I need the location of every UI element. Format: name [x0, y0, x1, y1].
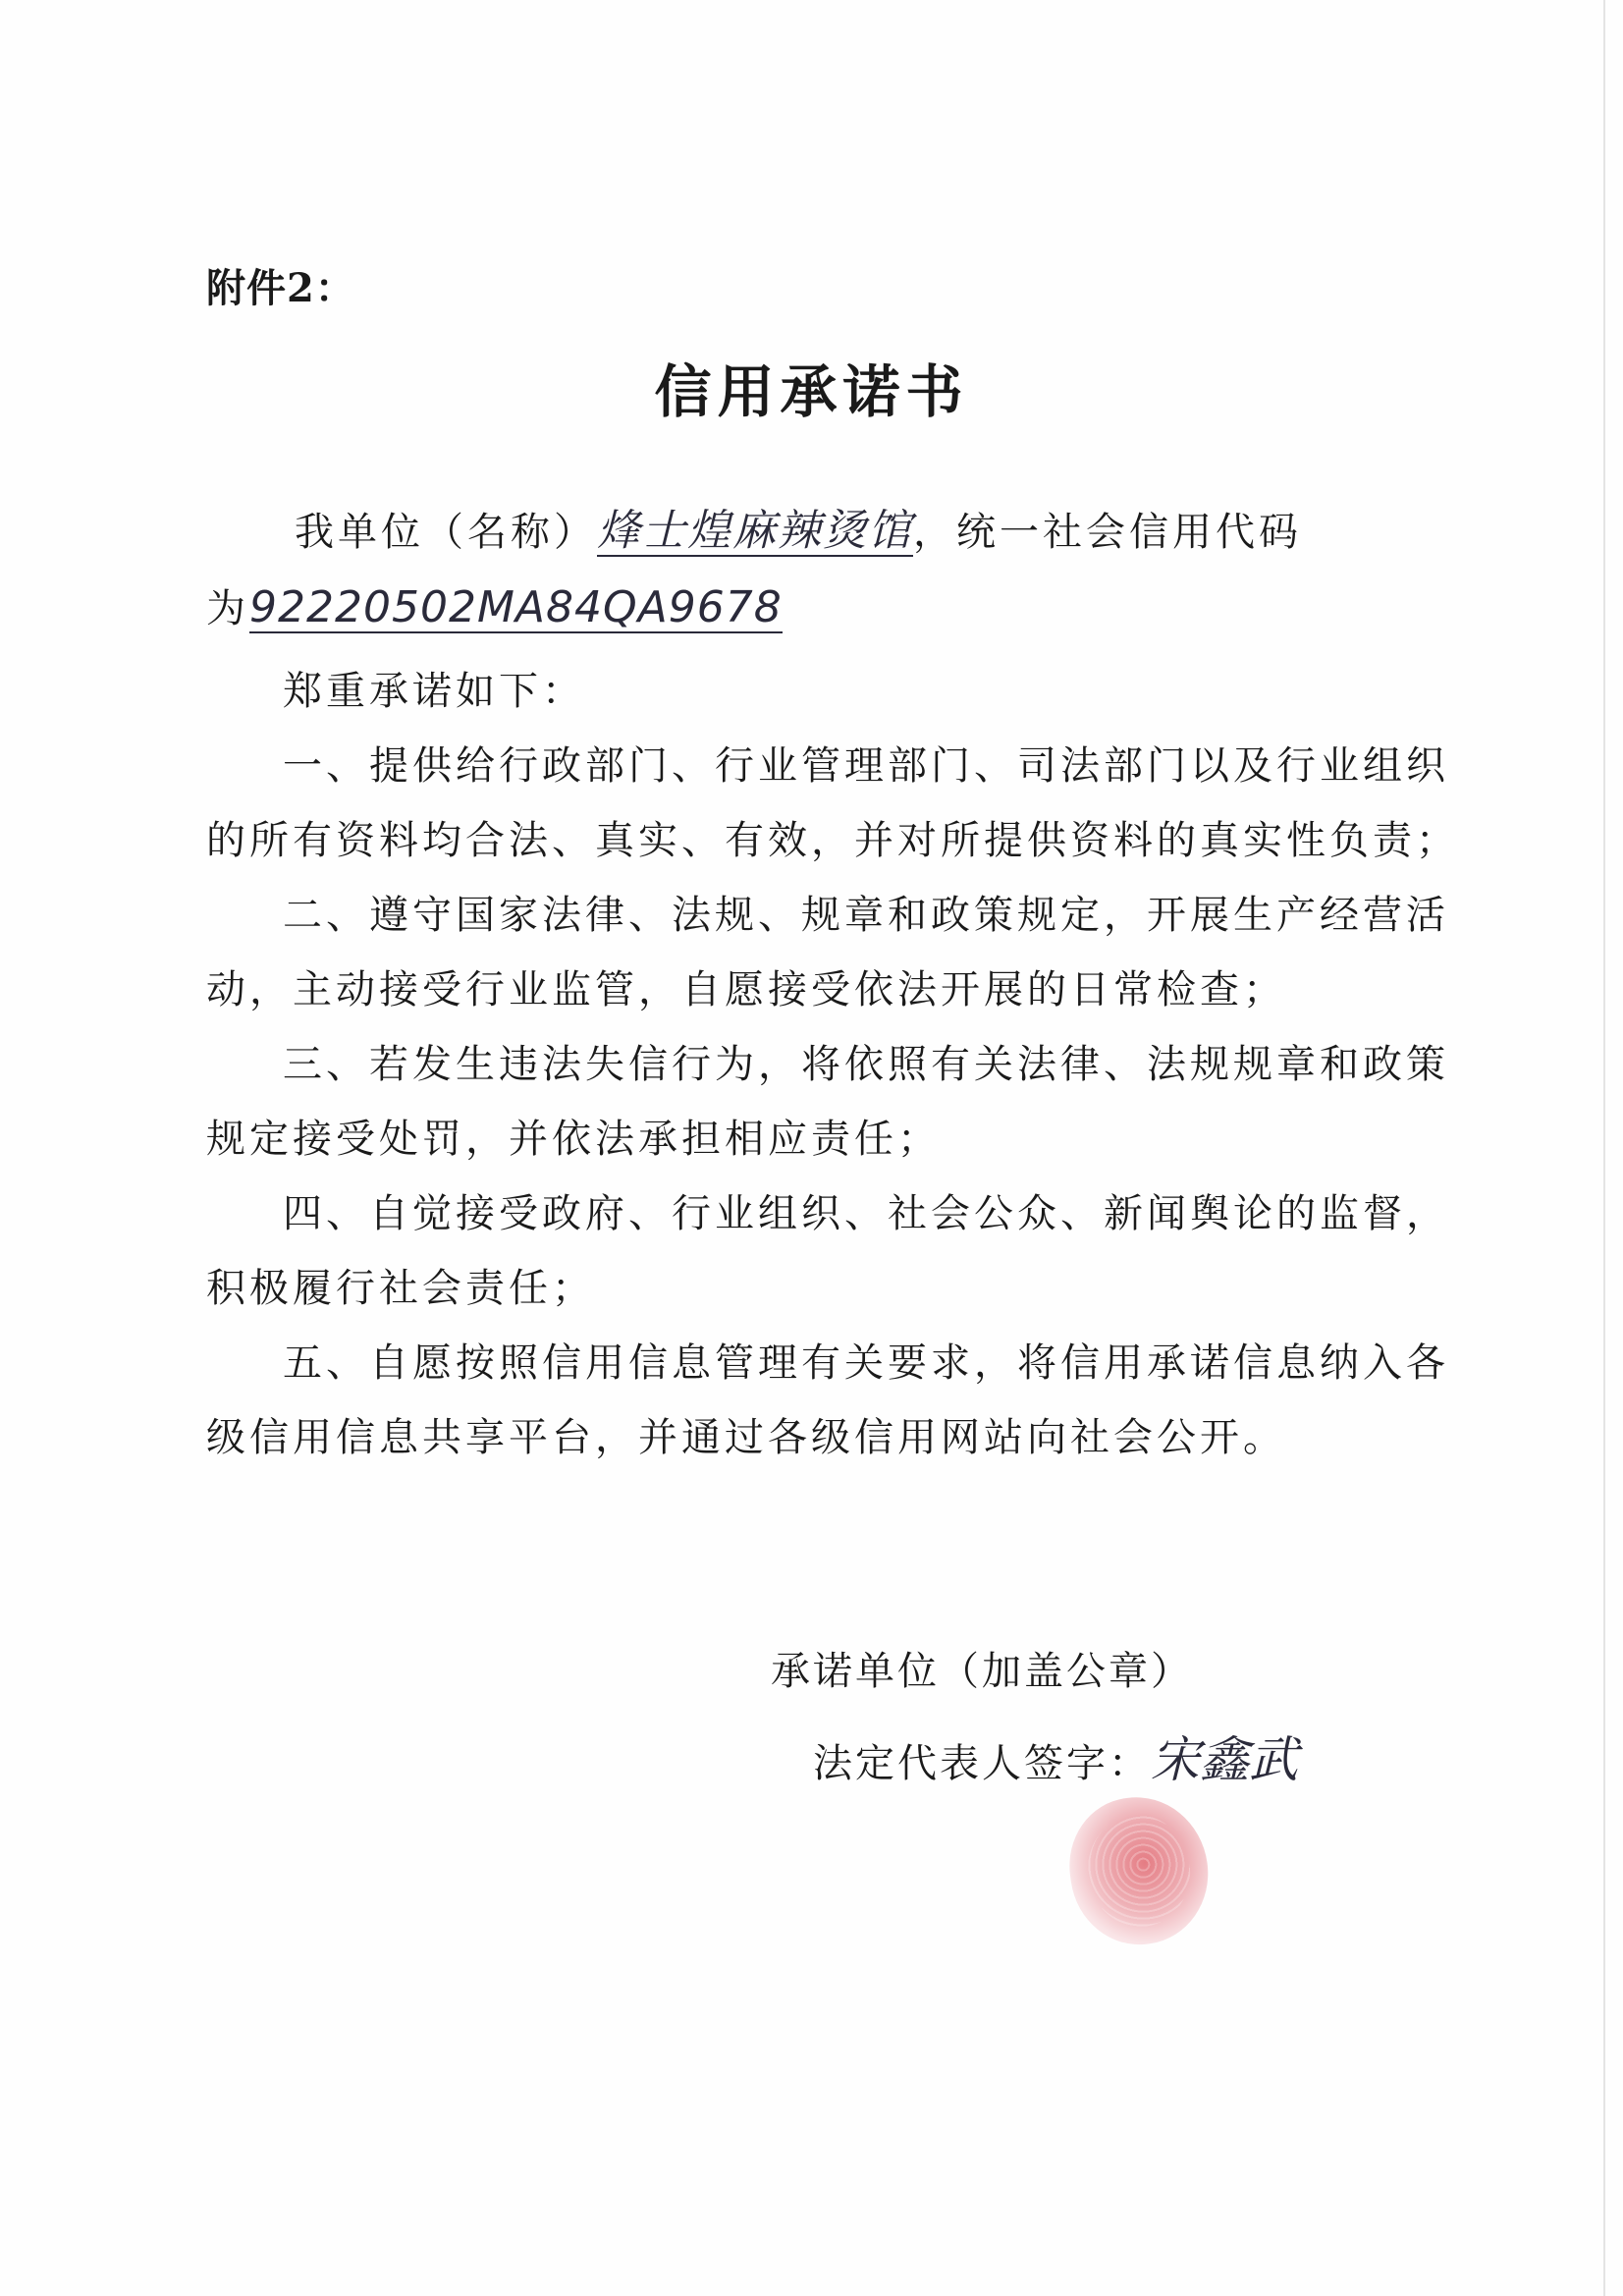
credit-code-handwritten: 92220502MA84QA9678 — [249, 582, 783, 632]
legal-rep-label — [813, 1721, 1298, 1791]
item-3-line-1: 三、若发生违法失信行为，将依照有关法律、法规规章和政策 — [283, 1042, 1449, 1087]
legal-rep-label-text: 法定代表人签字： — [813, 1741, 1151, 1786]
item-4-line-1: 四、自觉接受政府、行业组织、社会公众、新闻舆论的监督， — [283, 1191, 1449, 1236]
fingerprint-seal — [1060, 1788, 1217, 1953]
company-name-handwritten: 烽士煌麻辣烫馆 — [597, 506, 913, 556]
document-title: 信用承诺书 — [654, 358, 969, 425]
commitment-unit-label: 承诺单位（加盖公章） — [771, 1649, 1193, 1694]
item-5-line-1: 五、自愿按照信用信息管理有关要求，将信用承诺信息纳入各 — [283, 1340, 1449, 1386]
declaration-text: 郑重承诺如下： — [283, 669, 585, 714]
item-4-line-2: 积极履行社会责任； — [206, 1266, 595, 1311]
intro-prefix: 我单位（名称） — [295, 510, 597, 555]
item-2-line-1: 二、遵守国家法律、法规、规章和政策规定，开展生产经营活 — [283, 893, 1449, 938]
item-3-line-2: 规定接受处罚，并依法承担相应责任； — [206, 1117, 941, 1162]
scan-edge-line — [1603, 0, 1605, 2296]
item-2-line-2: 动，主动接受行业监管，自愿接受依法开展的日常检查； — [206, 967, 1286, 1012]
intro-line-2 — [206, 577, 783, 633]
item-5-line-2: 级信用信息共享平台，并通过各级信用网站向社会公开。 — [206, 1415, 1286, 1460]
item-1-line-2: 的所有资料均合法、真实、有效，并对所提供资料的真实性负责； — [206, 818, 1459, 863]
intro-after-name: ，统一社会信用代码 — [913, 510, 1302, 555]
legal-rep-signature: 宋鑫武 — [1151, 1731, 1298, 1788]
attachment-label: 附件2： — [206, 265, 355, 311]
intro-prefix-2: 为 — [206, 586, 249, 631]
item-1-line-1: 一、提供给行政部门、行业管理部门、司法部门以及行业组织 — [283, 743, 1449, 789]
intro-line-1 — [295, 501, 1302, 557]
